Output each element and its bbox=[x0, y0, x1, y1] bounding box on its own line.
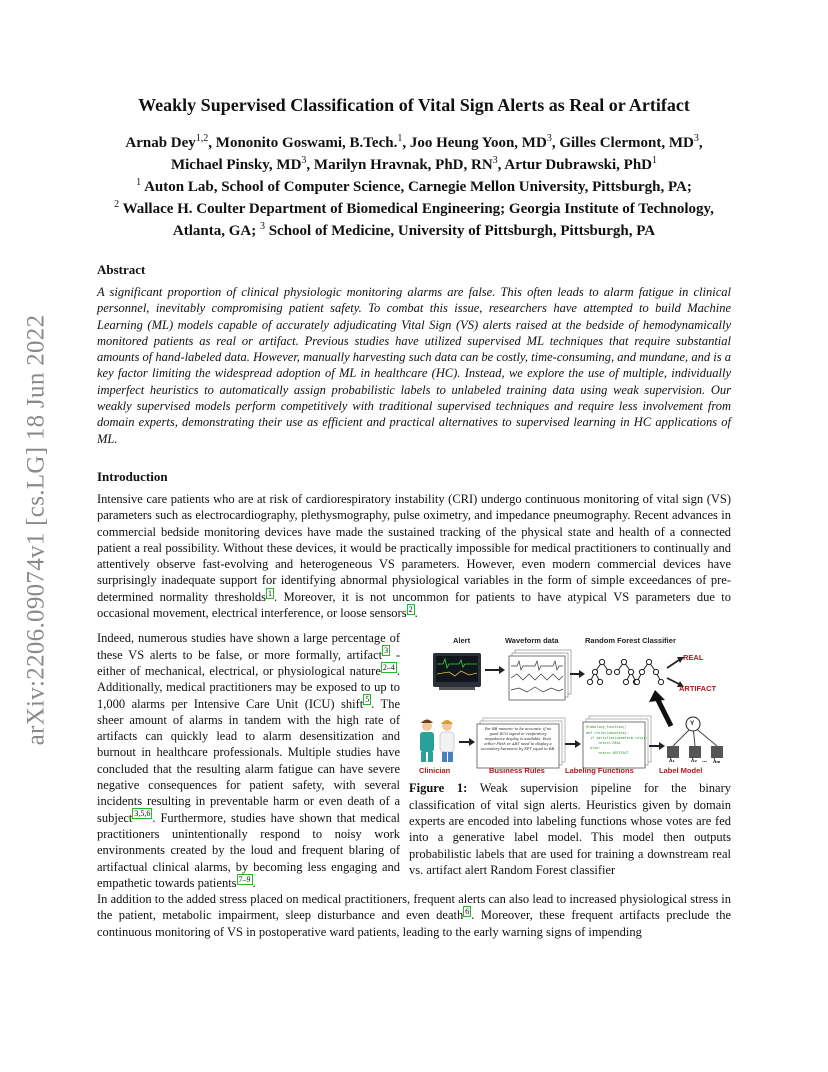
label-waveform: Waveform data bbox=[505, 636, 559, 646]
intro-heading: Introduction bbox=[97, 468, 168, 484]
label-lambda-1: λ₁ bbox=[669, 758, 675, 765]
figure-1 bbox=[409, 634, 727, 776]
label-artifact: ARTIFACT bbox=[679, 684, 717, 694]
abstract-heading: Abstract bbox=[97, 262, 146, 277]
figure-caption: Figure 1: Weak supervision pipeline for the binary classification of vital sign alerts. Heuristics given by domain experts are encoded into labeling functions whose votes are fed into a generative label model. This model then outputs probabilistic labels that are used for training a downstream real vs. artifact alert Random Forest classifier bbox=[409, 781, 731, 877]
abstract-text: A significant proportion of clinical physiologic monitoring alarms are false. This often leads to alarm fatigue in clinical personnel, inevitably compromising patient safety. To combat this issue, researchers have attempted to build Machine Learning (ML) models capable of accurately adjudicating Vital Sign (VS) alerts raised at the bedside of hemodynamically monitored patients as real or artifact. Previous studies have utilized supervised ML techniques that require substantial amounts of hand-labeled data. However, manually harvesting such data can be costly, time-consuming, and mundane, and is a key factor limiting the widespread adoption of ML in healthcare (HC). Instead, we explore the use of multiple, individually imperfect heuristics to automatically assign probabilistic labels to unlabeled training data using weak supervision. Our weakly supervised models perform competitively with traditional supervised techniques and require less involvement from domain experts, demonstrating their use as efficient and practical alternatives to supervised learning in HC applications of ML. bbox=[97, 285, 731, 446]
author: Michael Pinsky, MD bbox=[170, 157, 302, 173]
author: Artur Dubrawski, PhD bbox=[504, 157, 653, 173]
author-line-1: Arnab Dey$^{1,2}$, Mononito Goswami, B.Tech.$^1$, Joo Heung Yoon, $MD^3$, Gilles Clermont, $MD^3$, bbox=[125, 133, 703, 151]
author: Gilles Clermont, MD bbox=[559, 135, 694, 151]
author: Marilyn Hravnak, PhD, RN bbox=[313, 157, 493, 173]
label-alert: Alert bbox=[453, 636, 471, 646]
citation-link[interactable]: 5 bbox=[365, 695, 370, 705]
random-forest-icon bbox=[587, 660, 663, 685]
author: Arnab Dey bbox=[125, 135, 196, 151]
pipeline-diagram bbox=[409, 634, 727, 776]
clinician-icon bbox=[420, 720, 454, 763]
intro-paragraph-2: Indeed, numerous studies have shown a large percentage of these VS alerts to be false, or more formally, artifact $^3$ - either of mechanical, electrical, or physiological nature $^{2-4}$ . Additionally, medical practitioners may be exposed to up to 1,000 alarms per Intensive Care Unit (ICU) shift $^5$ . The sheer amount of alarms in tandem with the high rate of artifacts can quickly lead to alarm desensitization and burnout in healthcare professionals. Multiple studies have concluded that the resulting alarm fatigue can have severe negative consequences for patient safety, with several incidents resulting in preventable harm or even death of a subject $^{3,5,6}$ . Furthermore, studies have shown that medical practitioners unintentionally respond to noisy work environments created by the loud and frequent blaring of artifactual clinical alarms, by becoming less engaging and empathetic towards patients $^{7-9}$ . bbox=[97, 631, 400, 890]
arxiv-id: arXiv:2206.09074v1 [cs.LG] 18 Jun 2022 bbox=[22, 314, 50, 746]
paper-title: Weakly Supervised Classification of Vital Sign Alerts as Real or Artifact bbox=[138, 95, 690, 115]
intro-paragraph-3: In addition to the added stress placed on medical practitioners, frequent alerts can also lead to increased physiological stress in the patient, metabolic impairment, sleep disturbance and even death $^6$ . Moreover, these frequent artifacts preclude the continuous monitoring of VS in postoperative ward patients, leading to the early warning signs of impending bbox=[97, 892, 731, 939]
affiliation-2: Wallace H. Coulter Department of Biomedical Engineering; Georgia Institute of Technology, Atlanta, GA; bbox=[122, 201, 714, 239]
affiliation-3: School of Medicine, University of Pittsburgh, Pittsburgh, PA bbox=[268, 223, 656, 239]
label-business-rules: Business Rules bbox=[489, 766, 545, 776]
citation-link[interactable]: 3,5,6 bbox=[134, 809, 151, 819]
author-line-2: Michael Pinsky, $MD^3$, Marilyn Hravnak, PhD, $RN^3$, Artur Dubrawski, PhD$^1$ bbox=[170, 155, 658, 173]
author: Mononito Goswami, B.Tech. bbox=[215, 135, 398, 151]
citation-link[interactable]: 3 bbox=[384, 646, 389, 656]
label-clinician: Clinician bbox=[419, 766, 451, 776]
code-snippet: @labeling_function() def <rule>(waveform): if satisfies(waveform.rule): return REAL else: return ARTIFACT bbox=[586, 725, 648, 756]
label-y: Y bbox=[690, 720, 695, 728]
paper-page bbox=[97, 94, 731, 940]
label-real: REAL bbox=[683, 653, 704, 663]
label-label-model: Label Model bbox=[659, 766, 703, 776]
affiliation-1: Auton Lab, School of Computer Science, Carnegie Mellon University, Pittsburgh, PA; bbox=[144, 179, 692, 195]
label-dots: ... bbox=[702, 758, 708, 765]
left-column bbox=[97, 630, 400, 891]
label-lambda-m: λₘ bbox=[713, 759, 721, 766]
label-lambda-2: λ₂ bbox=[691, 758, 698, 765]
arxiv-side-stamp bbox=[14, 290, 58, 770]
two-column-block bbox=[97, 630, 731, 891]
right-column bbox=[409, 630, 731, 891]
affiliations: $^1$ Auton Lab, School of Computer Science, Carnegie Mellon University, Pittsburgh, PA; $^2$ Wallace H. Coulter Department of Biomedical Engineering; Georgia Institute of Technology, Atlanta, GA; $^3$ School of Medicine, University of Pittsburgh, Pittsburgh, PA bbox=[114, 177, 714, 239]
label-model-icon bbox=[667, 717, 723, 758]
label-labeling-functions: Labeling Functions bbox=[565, 766, 634, 776]
citation-link[interactable]: 6 bbox=[465, 907, 470, 917]
citation-link[interactable]: 2–4 bbox=[382, 662, 395, 672]
citation-link[interactable]: 2 bbox=[408, 604, 413, 614]
rule-text: For BB numeric to be accurate, if no good ECG signal or respiratory impedance display is available, then either Pleth or ART need to display a secondary harmonic by FFT equal to BB. bbox=[480, 727, 556, 752]
intro-paragraph-1: Intensive care patients who are at risk of cardiorespiratory instability (CRI) undergo continuous monitoring of vital sign (VS) parameters such as electrocardiography, plethysmography, pulse oximetry, and impedance pneumography. Recent advances in commercial bedside monitoring devices have made the sustained tracking of the physical state and health of a connected patient a real possibility. Without these devices, it would be practically impossible for medical practitioners to continually and attentively observe fast-evolving and heterogeneous VS parameters. However, even modern commercial devices have surprisingly inadequate support for identifying abnormal physiological variables in the form of simple exceedances of pre-determined normality thresholds $^1$ . Moreover, it is not uncommon for patients to have atypical VS parameters due to occasional movement, electrical interference, or loose sensors $^2$ . bbox=[97, 491, 731, 621]
author: Joo Heung Yoon, MD bbox=[409, 135, 547, 151]
citation-link[interactable]: 1 bbox=[268, 588, 273, 598]
label-rf: Random Forest Classifier bbox=[585, 636, 676, 646]
citation-link[interactable]: 7–9 bbox=[238, 874, 251, 884]
